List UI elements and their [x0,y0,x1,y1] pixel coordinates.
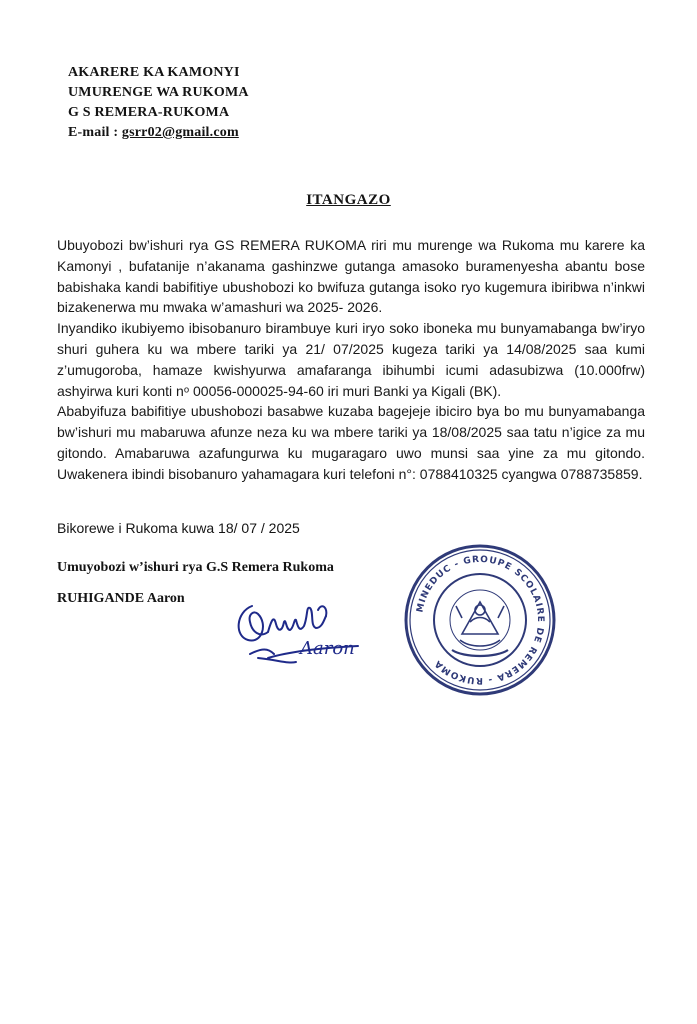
email-address: gsrr02@gmail.com [121,125,239,140]
announcement-body: Ubuyobozi bw’ishuri rya GS REMERA RUKOMA riri mu murenge wa Rukoma mu karere ka Kamonyi , bufatanije n’akanama gashinzwe gutanga amasoko buramenyesha abantu bose babishaka kandi babifitiye ubushobozi ko bwifuza gutanga isoko ryo kugemura ibiribwa n’inkwi bizakenerwa mu mwaka w’amashuri wa 2025- 2026. Inyandiko ikubiyemo ibisobanuro birambuye kuri iryo soko iboneka mu bunyamabanga bw’iryo shuri guhera ku wa mbere tariki ya 21/ 07/2025 kugeza tariki ya 14/08/2025 saa kumi z’umugoroba, hamaze kwishyurwa amafaranga ibihumbi icumi adasubizwa (10.000frw) ashyirwa kuri konti nᵒ 00056-000025-94-60 iri muri Banki ya Kigali (BK). Ababyifuza babifitiye ubushobozi basabwe kuzaba bagejeje ibiciro bya bo mu bunyamabanga bw’ishuri mu mabaruwa afunze neza ku wa mbere tariki ya 18/08/2025 saa tatu n’igice za mu gitondo. Amabaruwa azafungurwa ku mugaragaro uwo munsi saa yine za mu gitondo. Uwakenera ibindi bisobanuro yahamagara kuri telefoni n°: 0788410325 cyangwa 0788735859. [57,237,645,482]
date-line: Bikorewe i Rukoma kuwa 18/ 07 / 2025 [57,520,300,536]
seal-emblem [450,590,510,656]
handwritten-signature [228,588,368,670]
email-label: E-mail : [68,125,122,140]
letterhead [68,63,249,143]
sector-line: UMURENGE WA RUKOMA [68,85,249,100]
email-line [68,123,249,143]
school-line: G S REMERA-RUKOMA [68,105,230,120]
document-title: ITANGAZO [306,192,391,208]
seal-ring-text: MINEDUC - GROUPE SCOLAIRE DE REMERA - RUKOMA [415,554,546,686]
signature-script-text: Aaron [300,638,355,659]
school-seal-stamp [400,540,560,700]
district-line: AKARERE KA KAMONYI [68,65,240,80]
signer-name: RUHIGANDE Aaron [57,591,185,606]
signer-role: Umuyobozi w’ishuri rya G.S Remera Rukoma [57,560,334,575]
